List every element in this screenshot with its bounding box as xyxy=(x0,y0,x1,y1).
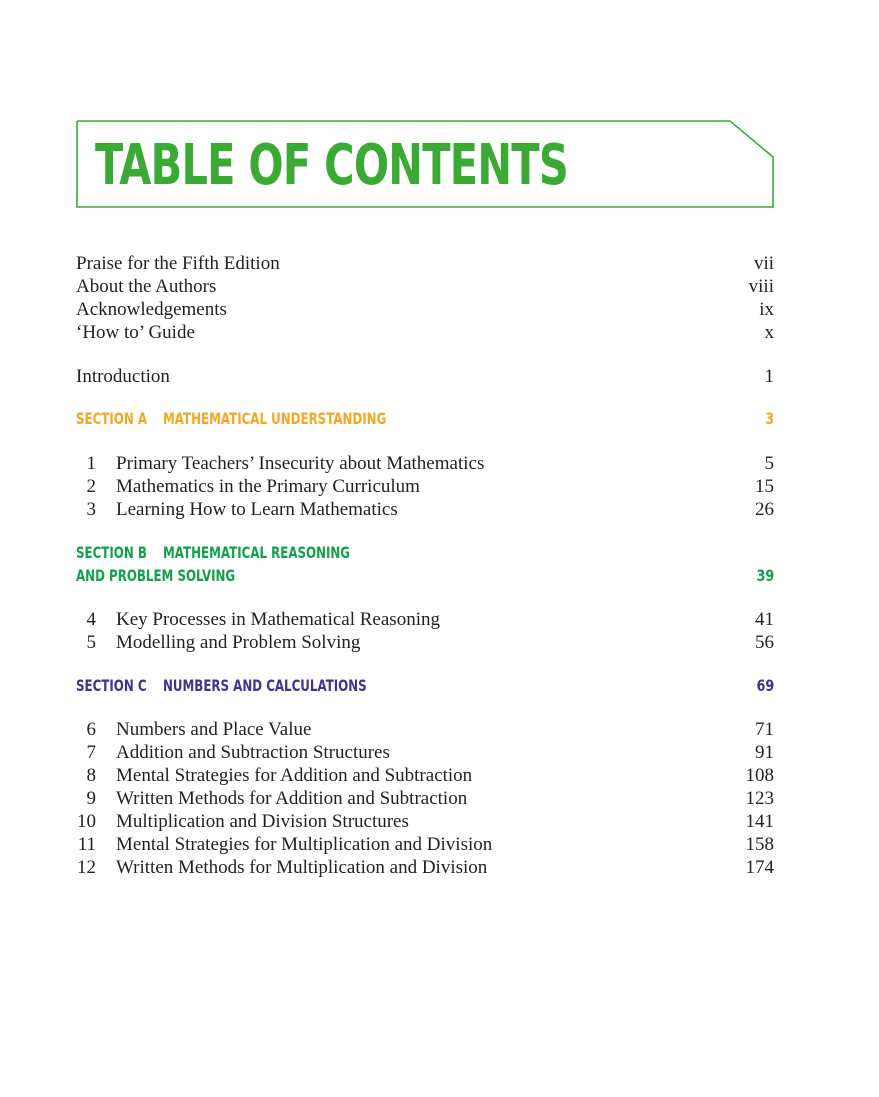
chapter-entry[interactable] xyxy=(76,741,774,764)
toc-entry[interactable] xyxy=(76,252,774,275)
section-name: NUMBERS AND CALCULATIONS xyxy=(163,676,367,695)
chapter-number: 8 xyxy=(86,765,96,786)
chapter-page: 141 xyxy=(745,811,774,832)
chapter-number: 2 xyxy=(86,476,96,497)
toc-entry-title: Acknowledgements xyxy=(76,299,227,320)
section-name: MATHEMATICAL UNDERSTANDING xyxy=(163,409,387,428)
section-page: 69 xyxy=(756,676,774,695)
section-label: SECTION C xyxy=(76,676,147,695)
section-page: 39 xyxy=(756,566,774,585)
chapter-number: 9 xyxy=(86,788,96,809)
chapter-entry[interactable] xyxy=(76,452,774,475)
chapter-number: 1 xyxy=(86,453,96,474)
chapter-number: 7 xyxy=(86,742,96,763)
title-banner xyxy=(76,120,774,208)
front-matter-list xyxy=(76,252,774,344)
toc-entry-page: 1 xyxy=(764,366,774,387)
section-b-heading[interactable] xyxy=(76,541,774,587)
toc-entry[interactable] xyxy=(76,321,774,344)
chapter-number: 3 xyxy=(86,499,96,520)
chapter-page: 41 xyxy=(755,609,774,630)
chapter-title: Written Methods for Multiplication and Division xyxy=(116,857,488,878)
toc-entry-title: Introduction xyxy=(76,366,170,387)
toc-entry[interactable] xyxy=(76,275,774,298)
section-label: SECTION A xyxy=(76,409,148,428)
section-a-heading[interactable] xyxy=(76,407,774,430)
chapter-entry[interactable] xyxy=(76,718,774,741)
chapter-page: 26 xyxy=(755,499,774,520)
chapter-number: 10 xyxy=(77,811,96,832)
chapter-entry[interactable] xyxy=(76,475,774,498)
chapter-entry[interactable] xyxy=(76,631,774,654)
chapter-title: Mathematics in the Primary Curriculum xyxy=(116,476,420,497)
chapter-title: Mental Strategies for Addition and Subtraction xyxy=(116,765,473,786)
chapter-entry[interactable] xyxy=(76,764,774,787)
section-c-heading[interactable] xyxy=(76,674,774,697)
chapter-entry[interactable] xyxy=(76,498,774,521)
section-label: SECTION B xyxy=(76,543,147,562)
chapter-entry[interactable] xyxy=(76,833,774,856)
chapter-page: 56 xyxy=(755,632,774,653)
toc-entry-page: x xyxy=(764,322,774,343)
chapter-title: Addition and Subtraction Structures xyxy=(116,742,390,763)
chapter-entry[interactable] xyxy=(76,787,774,810)
chapter-entry[interactable] xyxy=(76,608,774,631)
chapter-number: 5 xyxy=(86,632,96,653)
chapter-page: 158 xyxy=(745,834,774,855)
chapter-title: Learning How to Learn Mathematics xyxy=(116,499,398,520)
chapter-page: 123 xyxy=(745,788,774,809)
introduction-entry[interactable] xyxy=(76,365,774,388)
chapter-page: 71 xyxy=(755,719,774,740)
chapter-number: 12 xyxy=(77,857,96,878)
chapter-number: 6 xyxy=(86,719,96,740)
toc-entry-title: ‘How to’ Guide xyxy=(76,322,195,343)
toc-entry-page: ix xyxy=(759,299,774,320)
chapter-title: Key Processes in Mathematical Reasoning xyxy=(116,609,440,630)
page-title: TABLE OF CONTENTS xyxy=(95,133,568,198)
chapter-title: Mental Strategies for Multiplication and Division xyxy=(116,834,493,855)
chapter-page: 5 xyxy=(764,453,774,474)
chapter-title: Written Methods for Addition and Subtraction xyxy=(116,788,468,809)
chapter-title: Multiplication and Division Structures xyxy=(116,811,409,832)
chapter-entry[interactable] xyxy=(76,856,774,879)
chapter-entry[interactable] xyxy=(76,810,774,833)
toc-entry-page: vii xyxy=(753,253,774,274)
toc-entry-title: Praise for the Fifth Edition xyxy=(76,253,280,274)
chapter-page: 174 xyxy=(745,857,774,878)
section-b-chapters xyxy=(76,608,774,654)
section-a-chapters xyxy=(76,452,774,521)
chapter-title: Modelling and Problem Solving xyxy=(116,632,361,653)
chapter-page: 15 xyxy=(755,476,774,497)
chapter-page: 108 xyxy=(745,765,774,786)
toc-entry-page: viii xyxy=(748,276,774,297)
chapter-number: 11 xyxy=(77,834,96,855)
section-c-chapters xyxy=(76,718,774,879)
chapter-number: 4 xyxy=(86,609,96,630)
section-name: MATHEMATICAL REASONING xyxy=(163,543,351,562)
chapter-title: Primary Teachers’ Insecurity about Mathematics xyxy=(116,453,485,474)
chapter-title: Numbers and Place Value xyxy=(116,719,312,740)
toc-entry-title: About the Authors xyxy=(76,276,217,297)
chapter-page: 91 xyxy=(755,742,774,763)
section-page: 3 xyxy=(765,409,774,428)
toc-entry[interactable] xyxy=(76,298,774,321)
section-name-line2: AND PROBLEM SOLVING xyxy=(76,566,236,585)
